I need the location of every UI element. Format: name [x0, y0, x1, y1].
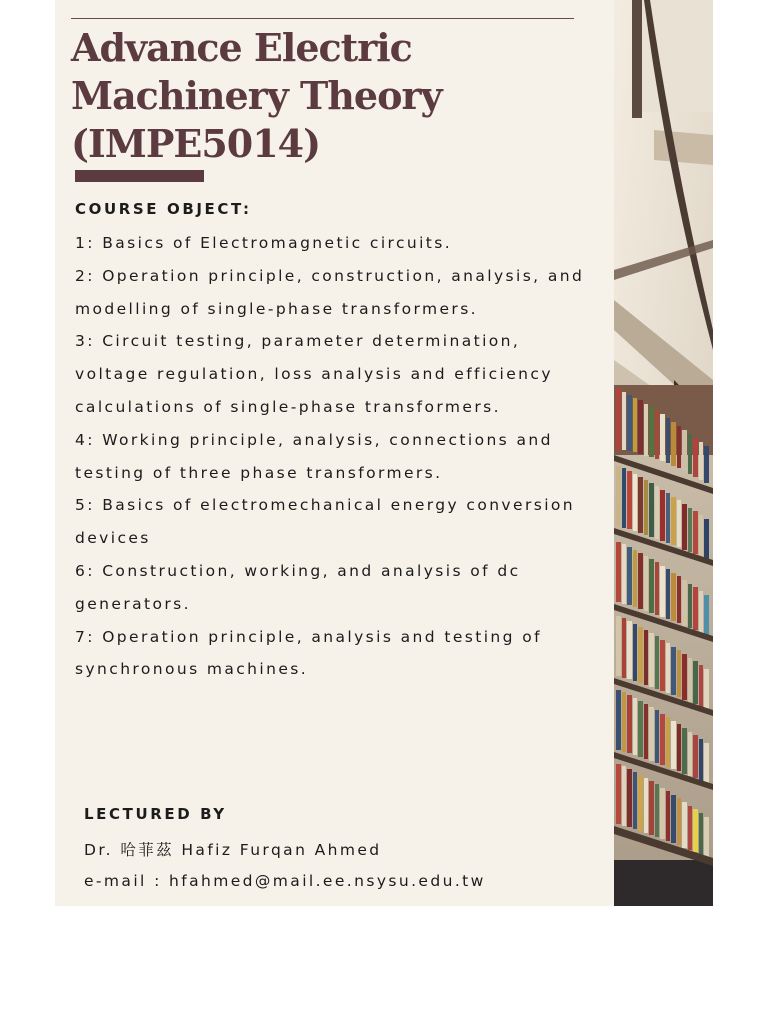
objective-item: 2: Operation principle, construction, analysis, and modelling of single-phase transformers. [75, 266, 585, 318]
course-poster [55, 0, 614, 906]
objective-item: 7: Operation principle, analysis and testing of synchronous machines. [75, 627, 542, 679]
objective-item: 6: Construction, working, and analysis of dc generators. [75, 561, 521, 613]
lecturer-name: Dr. 哈菲茲 Hafiz Furqan Ahmed [84, 841, 382, 859]
objective-list [75, 227, 595, 686]
top-divider [71, 18, 574, 19]
objective-item: 1: Basics of Electromagnetic circuits. [75, 234, 453, 252]
library-bookshelf-photo [614, 0, 713, 906]
title-accent-bar [75, 170, 204, 182]
course-object-heading: COURSE OBJECT: [75, 200, 252, 218]
bookshelf-illustration [614, 0, 713, 906]
objective-item: 3: Circuit testing, parameter determination, voltage regulation, loss analysis and efficiency calculations of single-phase transformers. [75, 332, 553, 416]
objective-item: 5: Basics of electromechanical energy conversion devices [75, 496, 576, 548]
objective-item: 4: Working principle, analysis, connections and testing of three phase transformers. [75, 430, 553, 482]
lecturer-email: e-mail : hfahmed@mail.ee.nsysu.edu.tw [84, 872, 486, 890]
course-title: Advance Electric Machinery Theory (IMPE5014) [71, 25, 442, 166]
lectured-by-heading: LECTURED BY [84, 805, 227, 823]
